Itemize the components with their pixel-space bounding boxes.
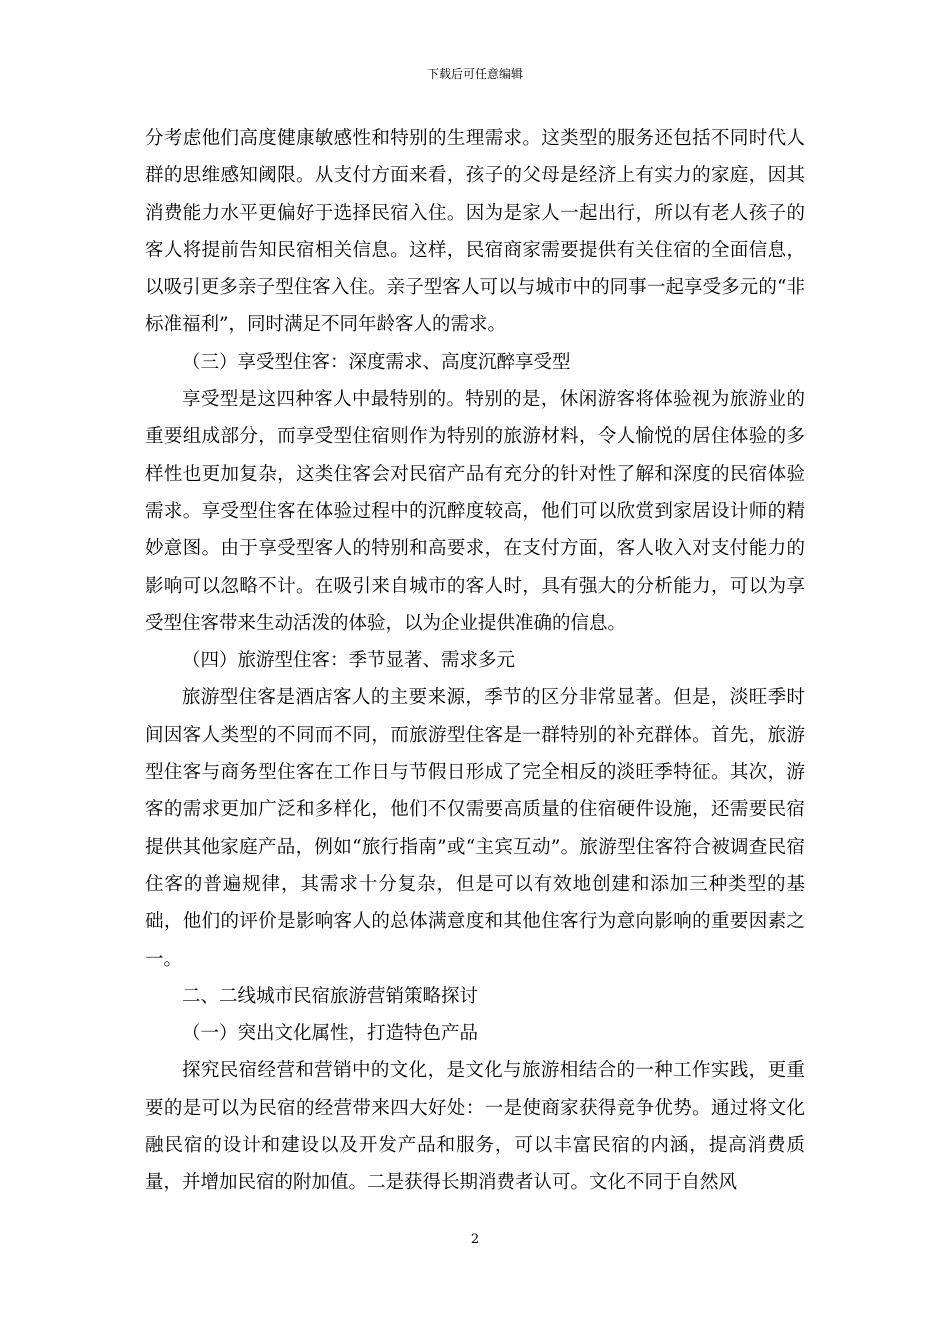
subheading-section2-1: （一）突出文化属性，打造特色产品 bbox=[182, 1023, 479, 1045]
section-heading-2: 二、二线城市民宿旅游营销策略探讨 bbox=[182, 985, 479, 1007]
paragraph-continued: 分考虑他们高度健康敏感性和特别的生理需求。这类型的服务还包括不同时代人群的思维感知阈限。从支付方面来看，孩子的父母是经济上有实力的家庭，因其消费能力水平更偏好于选择民宿入住。因为是家人一起出行，所以有老人孩子的客人将提前告知民宿相关信息。这样，民宿商家需要提供有关住宿的全面信息，以吸引更多亲子型住客入住。亲子型客人可以与城市中的同事一起享受多元的“非标准福利”，同时满足不同年龄客人的需求。 bbox=[145, 128, 805, 336]
page-header: 下载后可任意编辑 bbox=[426, 67, 523, 81]
paragraph-enjoyment: 享受型是这四种客人中最特别的。特别的是，休闲游客将体验视为旅游业的重要组成部分，而享受型住宿则作为特别的旅游材料，令人愉悦的居住体验的多样性也更加复杂，这类住客会对民宿产品有充分的针对性了解和深度的民宿体验需求。享受型住客在体验过程中的沉醉度较高，他们可以欣赏到家居设计师的精妙意图。由于享受型客人的特别和高要求，在支付方面，客人收入对支付能力的影响可以忽略不计。在吸引来自城市的客人时，具有强大的分析能力，可以为享受型住客带来生动活泼的体验，以为企业提供准确的信息。 bbox=[145, 389, 805, 634]
document-body bbox=[145, 120, 805, 1202]
paragraph-culture: 探究民宿经营和营销中的文化，是文化与旅游相结合的一种工作实践，更重要的是可以为民宿的经营带来四大好处：一是使商家获得竞争优势。通过将文化融民宿的设计和建设以及开发产品和服务，可以丰富民宿的内涵，提高消费质量，并增加民宿的附加值。二是获得长期消费者认可。文化不同于自然风 bbox=[145, 1060, 805, 1194]
page-number: 2 bbox=[470, 1232, 480, 1247]
subheading-4: （四）旅游型住客：季节显著、需求多元 bbox=[182, 650, 516, 672]
subheading-3: （三）享受型住客：深度需求、高度沉醉享受型 bbox=[182, 351, 571, 373]
paragraph-tourism: 旅游型住客是酒店客人的主要来源，季节的区分非常显著。但是，淡旺季时间因客人类型的不同而不同，而旅游型住客是一群特别的补充群体。首先，旅游型住客与商务型住客在工作日与节假日形成了完全相反的淡旺季特征。其次，游客的需求更加广泛和多样化，他们不仅需要高质量的住宿硬件设施，还需要民宿提供其他家庭产品，例如“旅行指南”或“主宾互动”。旅游型住客符合被调查民宿住客的普遍规律，其需求十分复杂，但是可以有效地创建和添加三种类型的基础，他们的评价是影响客人的总体满意度和其他住客行为意向影响的重要因素之一。 bbox=[145, 687, 805, 970]
